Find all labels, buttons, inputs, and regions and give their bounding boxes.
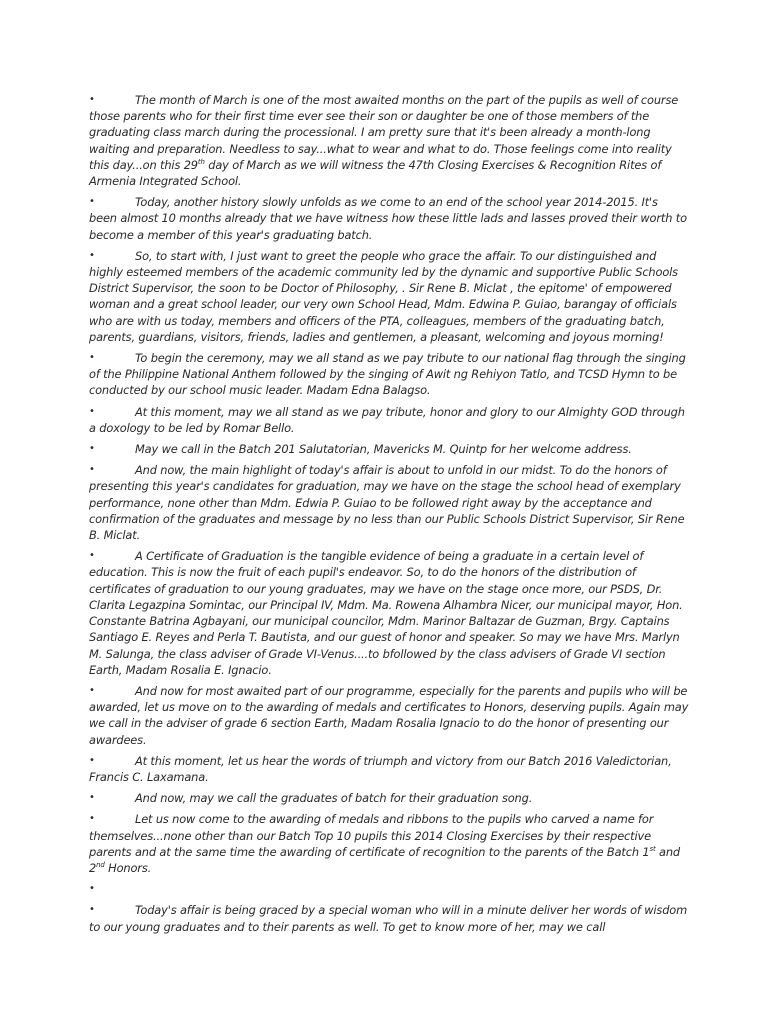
paragraph-text: And now, the main highlight of today's affair is about to unfold in our midst. To do the honors of presenting this year's candidates for graduation, may we have on the stage the school head of exemplary performance, none other than Mdm. Edwia P. Guiao to be followed right away by the acceptance and confirmation of the graduates and message by no less than our Public Schools District Supervisor, Sir Rene B. Miclat. [89, 463, 685, 543]
bullet-marker: • [89, 754, 95, 766]
bullet-paragraph [89, 404, 689, 436]
bullet-marker: • [89, 792, 95, 804]
paragraph-text: A Certificate of Graduation is the tangible evidence of being a graduate in a certain level of education. This is now the fruit of each pupil's endeavor. So, to do the honors of the distribution of certificates of graduation to our young graduates, may we have on the stage once more, our PSDS, Dr. Clarita Legazpina Somintac, our Principal IV, Mdm. Ma. Rowena Alhambra Nicer, our municipal mayor, Hon. Constante Batrina Agbayani, our municipal councilor, Mdm. Marinor Baltazar de Guzman, Brgy. Captains Santiago E. Reyes and Perla T. Bautista, and our guest of honor and speaker. So may we have Mrs. Marlyn M. Salunga, the class adviser of Grade VI-Venus....to bfollowed by the class advisers of Grade VI section Earth, Madam Rosalia E. Ignacio. [89, 549, 683, 677]
bullet-paragraph [89, 790, 689, 806]
bullet-paragraph [89, 753, 689, 785]
bullet-paragraph [89, 92, 689, 189]
superscript-text: nd [96, 860, 105, 869]
bullet-marker: • [89, 405, 95, 417]
bullet-paragraph [89, 881, 689, 897]
bullet-marker: • [89, 196, 95, 208]
paragraph-text: and 2 [89, 844, 681, 875]
bullet-marker: • [89, 352, 95, 364]
bullet-paragraph [89, 548, 689, 678]
bullet-paragraph [89, 194, 689, 243]
bullet-marker: • [89, 249, 95, 261]
bullet-marker: • [89, 550, 95, 562]
paragraph-text: May we call in the Batch 201 Salutatorian, Mavericks M. Quintp for her welcome address. [135, 442, 632, 457]
paragraph-text: Honors. [104, 860, 152, 875]
paragraph-text: day of March as we will witness the 47th Closing Exercises & Recognition Rites of Armenia Integrated School. [89, 157, 662, 189]
paragraph-text: At this moment, let us hear the words of triumph and victory from our Batch 2016 Valedictorian, Francis C. Laxamana. [89, 753, 672, 784]
bullet-paragraph [89, 350, 689, 399]
paragraph-text: The month of March is one of the most awaited months on the part of the pupils as well of course those parents who for their first time ever see their son or daughter be one of those members of the graduating class march during the processional. I am pretty sure that it's been already a month-long waiting and preparation. Needless to say...what to wear and what to do. Those feelings come into reality this day...on this 29 [89, 93, 679, 172]
document-body [89, 92, 689, 940]
bullet-paragraph [89, 683, 689, 748]
paragraph-text: And now for most awaited part of our programme, especially for the parents and pupils who will be awarded, let us move on to the awarding of medals and certificates to Honors, deserving pupils. Again may we call in the adviser of grade 6 section Earth, Madam Rosalia Ignacio to do the honor of presenting our awardees. [89, 683, 689, 747]
bullet-paragraph [89, 811, 689, 876]
bullet-marker: • [89, 464, 95, 476]
paragraph-text: Today's affair is being graced by a special woman who will in a minute deliver her words of wisdom to our young graduates and to their parents as well. To get to know more of her, may we call [89, 903, 688, 934]
bullet-marker: • [89, 443, 95, 455]
bullet-paragraph [89, 441, 689, 457]
bullet-marker: • [89, 94, 95, 105]
paragraph-text: At this moment, may we all stand as we pay tribute, honor and glory to our Almighty GOD through a doxology to be led by Romar Bello. [89, 404, 685, 435]
bullet-marker: • [89, 684, 95, 696]
paragraph-text: And now, may we call the graduates of batch for their graduation song. [135, 791, 533, 806]
superscript-text: th [197, 157, 205, 166]
bullet-marker: • [89, 883, 95, 895]
bullet-marker: • [89, 904, 95, 916]
bullet-paragraph [89, 902, 689, 934]
bullet-paragraph [89, 462, 689, 543]
paragraph-text: To begin the ceremony, may we all stand as we pay tribute to our national flag through the singing of the Philippine National Anthem followed by the singing of Awit ng Rehiyon Tatlo, and TCSD Hymn to be conducted by our school music leader. Madam Edna Balagso. [89, 351, 686, 398]
bullet-marker: • [89, 813, 95, 825]
paragraph-text: Today, another history slowly unfolds as we come to an end of the school year 2014-2015. It's been almost 10 months already that we have witness how these little lads and lasses proved their worth to become a member of this year's graduating batch. [89, 195, 687, 242]
paragraph-text: Let us now come to the awarding of medals and ribbons to the pupils who carved a name for themselves...none other than our Batch Top 10 pupils this 2014 Closing Exercises by their respective parents and at the same time the awarding of certificate of recognition to the parents of the Batch 1 [89, 812, 654, 859]
superscript-text: st [649, 844, 656, 853]
bullet-paragraph [89, 248, 689, 345]
paragraph-text: So, to start with, I just want to greet the people who grace the affair. To our distinguished and highly esteemed members of the academic community led by the dynamic and supportive Public Schools District Supervisor, the soon to be Doctor of Philosophy, . Sir Rene B. Miclat , the epitome' of empowered woman and a great school leader, our very own School Head, Mdm. Edwina P. Guiao, barangay of officials who are with us today, members and officers of the PTA, colleagues, members of the graduating batch, parents, guardians, visitors, friends, ladies and gentlemen, a pleasant, welcoming and joyous morning! [89, 248, 678, 344]
